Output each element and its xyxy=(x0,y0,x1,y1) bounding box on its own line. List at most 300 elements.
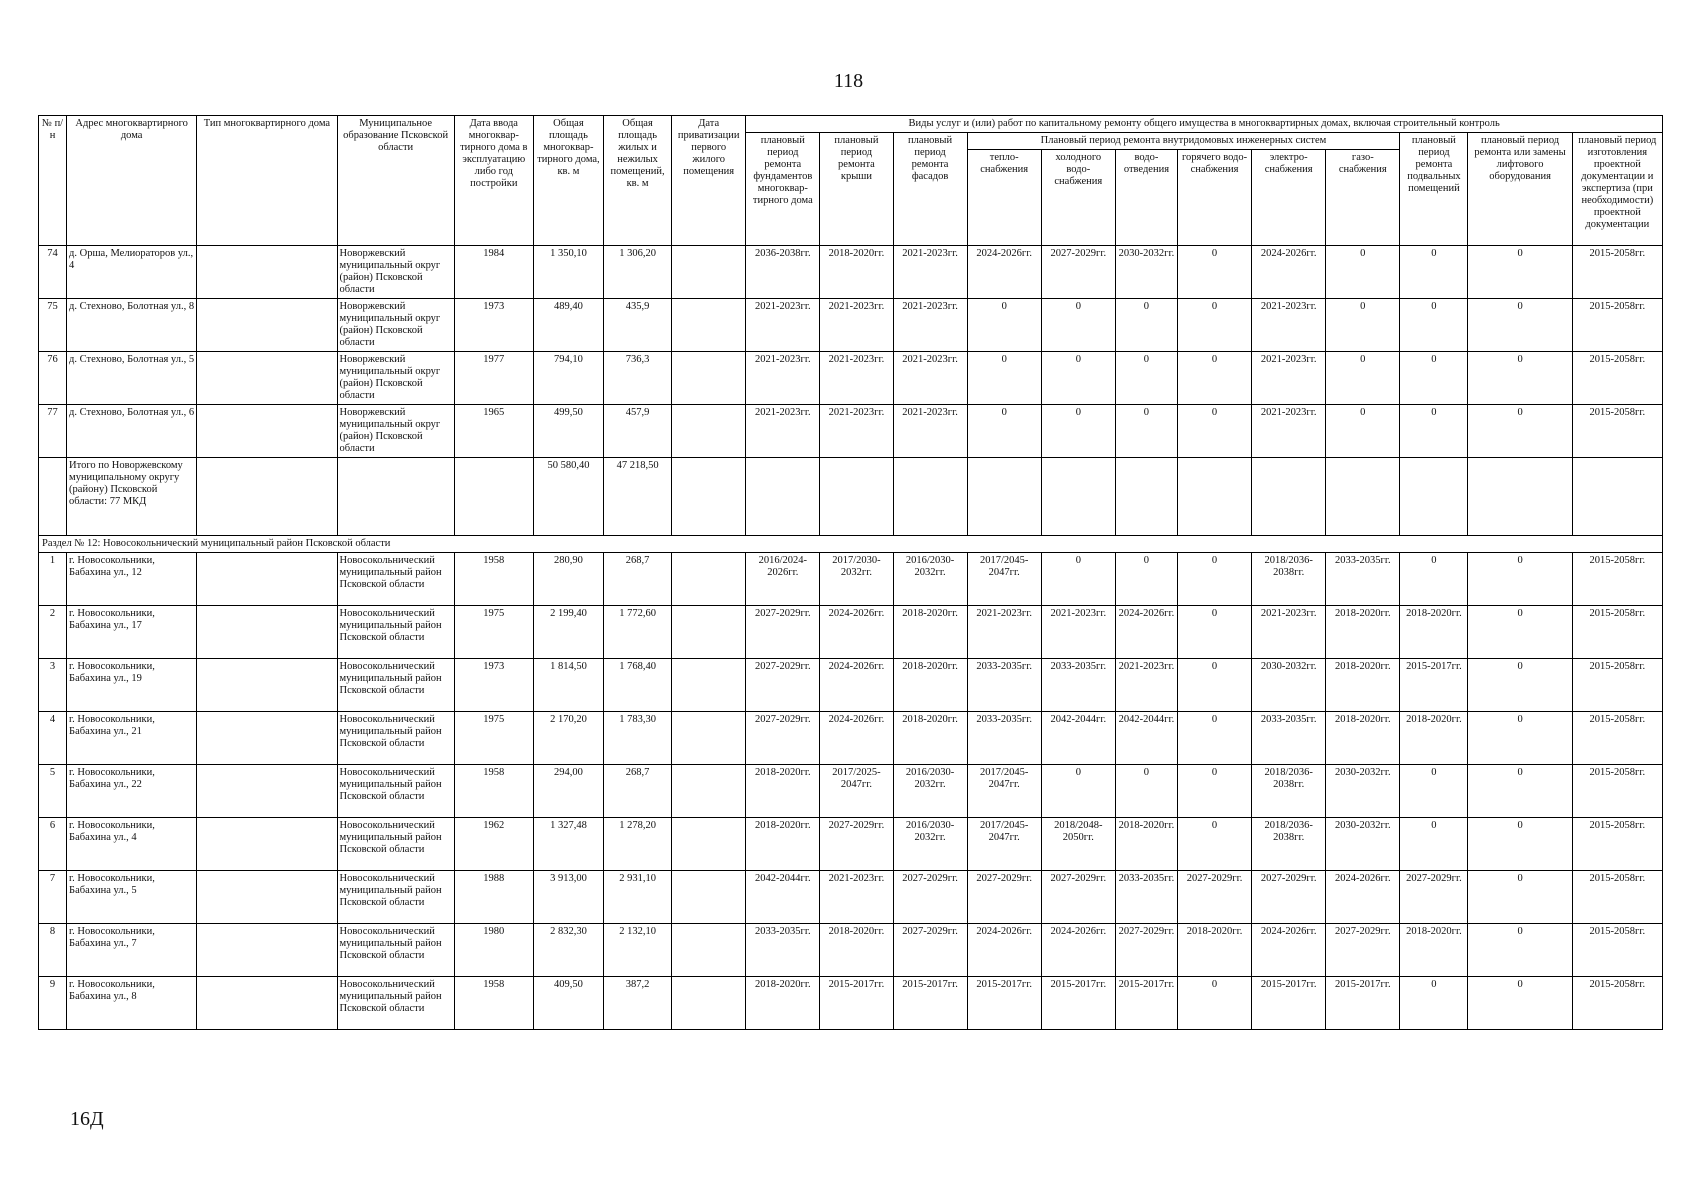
cell-roof-period: 2015-2017гг. xyxy=(820,977,893,1030)
cell-facade-period: 2016/2030-2032гг. xyxy=(893,818,967,871)
cell-municipality: Новосокольнический муниципальный район Псковской области xyxy=(337,818,454,871)
cell-drainage-period: 0 xyxy=(1115,352,1177,405)
cell-address: д. Орша, Мелиораторов ул., 4 xyxy=(67,246,197,299)
cell-municipality: Новосокольнический муниципальный район Псковской области xyxy=(337,659,454,712)
cell-basement-period: 0 xyxy=(1400,553,1468,606)
cell-row-number: 77 xyxy=(39,405,67,458)
header-type: Тип многоквартирного дома xyxy=(197,116,337,246)
cell-row-number: 7 xyxy=(39,871,67,924)
cell-area-total: 1 350,10 xyxy=(533,246,603,299)
cell-cold-water-period: 2033-2035гг. xyxy=(1041,659,1115,712)
cell-gas-period: 2027-2029гг. xyxy=(1326,924,1400,977)
cell-facade-period: 2027-2029гг. xyxy=(893,924,967,977)
cell-municipality: Новоржевский муниципальный округ (район) Псковской области xyxy=(337,299,454,352)
cell-house-type xyxy=(197,977,337,1030)
cell-lift-period: 0 xyxy=(1468,606,1572,659)
header-gas: газо-снабжения xyxy=(1326,150,1400,246)
cell-foundation-period: 2018-2020гг. xyxy=(746,818,820,871)
cell-gas-period: 2018-2020гг. xyxy=(1326,659,1400,712)
cell-area-living: 1 768,40 xyxy=(604,659,672,712)
cell-heating-period: 2033-2035гг. xyxy=(967,659,1041,712)
rows-group-novorzhev xyxy=(39,246,1663,458)
cell-area-total: 794,10 xyxy=(533,352,603,405)
cell-heating-period: 2021-2023гг. xyxy=(967,606,1041,659)
cell-basement-period: 0 xyxy=(1400,299,1468,352)
cell-lift-period: 0 xyxy=(1468,977,1572,1030)
cell-drainage-period: 2021-2023гг. xyxy=(1115,659,1177,712)
cell-drainage-period: 2018-2020гг. xyxy=(1115,818,1177,871)
cell-house-type xyxy=(197,606,337,659)
cell-area-total: 280,90 xyxy=(533,553,603,606)
cell-design-period: 2015-2058гг. xyxy=(1572,818,1662,871)
section-row xyxy=(39,536,1663,553)
header-heat: тепло-снабжения xyxy=(967,150,1041,246)
cell-roof-period: 2021-2023гг. xyxy=(820,352,893,405)
cell-cold-water-period: 0 xyxy=(1041,553,1115,606)
cell-area-total: 294,00 xyxy=(533,765,603,818)
cell-design-period: 2015-2058гг. xyxy=(1572,606,1662,659)
table-row xyxy=(39,246,1663,299)
cell-commission-date: 1958 xyxy=(454,553,533,606)
total-label: Итого по Новоржевскому муниципальному округу (району) Псковской области: 77 МКД xyxy=(67,458,197,536)
header-basement: плановый период ремонта подвальных помещений xyxy=(1400,133,1468,246)
cell-hot-water-period: 0 xyxy=(1177,977,1251,1030)
cell-facade-period: 2021-2023гг. xyxy=(893,299,967,352)
cell-heating-period: 0 xyxy=(967,405,1041,458)
cell-cold-water-period: 0 xyxy=(1041,765,1115,818)
cell-privatization-date xyxy=(672,405,746,458)
cell-address: г. Новосокольники, Бабахина ул., 8 xyxy=(67,977,197,1030)
cell-house-type xyxy=(197,553,337,606)
cell-municipality: Новосокольнический муниципальный район Псковской области xyxy=(337,977,454,1030)
capital-repair-table xyxy=(38,115,1663,1030)
cell-privatization-date xyxy=(672,246,746,299)
cell-lift-period: 0 xyxy=(1468,765,1572,818)
cell-foundation-period: 2036-2038гг. xyxy=(746,246,820,299)
cell-commission-date: 1984 xyxy=(454,246,533,299)
cell-commission-date: 1965 xyxy=(454,405,533,458)
header-municipality: Муниципальное образование Псковской области xyxy=(337,116,454,246)
cell-cold-water-period: 2021-2023гг. xyxy=(1041,606,1115,659)
cell-area-total: 2 170,20 xyxy=(533,712,603,765)
cell-electricity-period: 2027-2029гг. xyxy=(1252,871,1326,924)
cell-lift-period: 0 xyxy=(1468,818,1572,871)
cell-design-period: 2015-2058гг. xyxy=(1572,246,1662,299)
cell-foundation-period: 2027-2029гг. xyxy=(746,712,820,765)
cell-address: г. Новосокольники, Бабахина ул., 4 xyxy=(67,818,197,871)
cell-house-type xyxy=(197,818,337,871)
cell-lift-period: 0 xyxy=(1468,352,1572,405)
cell-row-number: 5 xyxy=(39,765,67,818)
cell-house-type xyxy=(197,871,337,924)
header-elec: электро-снабжения xyxy=(1252,150,1326,246)
cell-privatization-date xyxy=(672,765,746,818)
section-title: Раздел № 12: Новосокольнический муниципальный район Псковской области xyxy=(39,536,1663,553)
cell-facade-period: 2018-2020гг. xyxy=(893,606,967,659)
cell-privatization-date xyxy=(672,606,746,659)
table-row xyxy=(39,977,1663,1030)
header-roof: плановый период ремонта крыши xyxy=(820,133,893,246)
cell-row-number: 6 xyxy=(39,818,67,871)
cell-lift-period: 0 xyxy=(1468,659,1572,712)
table-row xyxy=(39,299,1663,352)
cell-hot-water-period: 0 xyxy=(1177,712,1251,765)
cell-hot-water-period: 0 xyxy=(1177,553,1251,606)
cell-gas-period: 0 xyxy=(1326,352,1400,405)
cell-facade-period: 2018-2020гг. xyxy=(893,659,967,712)
cell-municipality: Новосокольнический муниципальный район Псковской области xyxy=(337,765,454,818)
cell-heating-period: 2015-2017гг. xyxy=(967,977,1041,1030)
cell-basement-period: 0 xyxy=(1400,977,1468,1030)
cell-facade-period: 2016/2030-2032гг. xyxy=(893,553,967,606)
cell-house-type xyxy=(197,246,337,299)
cell-hot-water-period: 0 xyxy=(1177,246,1251,299)
cell-heating-period: 2024-2026гг. xyxy=(967,246,1041,299)
cell-address: д. Стехново, Болотная ул., 8 xyxy=(67,299,197,352)
cell-cold-water-period: 2027-2029гг. xyxy=(1041,871,1115,924)
cell-basement-period: 2015-2017гг. xyxy=(1400,659,1468,712)
cell-municipality: Новоржевский муниципальный округ (район) Псковской области xyxy=(337,405,454,458)
cell-privatization-date xyxy=(672,659,746,712)
cell-municipality: Новосокольнический муниципальный район Псковской области xyxy=(337,712,454,765)
header-privatization: Дата приватизации первого жилого помещения xyxy=(672,116,746,246)
cell-basement-period: 2018-2020гг. xyxy=(1400,606,1468,659)
cell-design-period: 2015-2058гг. xyxy=(1572,659,1662,712)
cell-address: д. Стехново, Болотная ул., 6 xyxy=(67,405,197,458)
cell-gas-period: 2024-2026гг. xyxy=(1326,871,1400,924)
cell-area-living: 1 278,20 xyxy=(604,818,672,871)
header-services-group: Виды услуг и (или) работ по капитальному ремонту общего имущества в многоквартирных домах, включая строительный контроль xyxy=(746,116,1663,133)
cell-foundation-period: 2021-2023гг. xyxy=(746,352,820,405)
cell-electricity-period: 2021-2023гг. xyxy=(1252,606,1326,659)
cell-area-living: 1 772,60 xyxy=(604,606,672,659)
cell-house-type xyxy=(197,712,337,765)
cell-electricity-period: 2015-2017гг. xyxy=(1252,977,1326,1030)
header-hot: горячего водо-снабжения xyxy=(1177,150,1251,246)
cell-commission-date: 1975 xyxy=(454,606,533,659)
table-row xyxy=(39,659,1663,712)
cell-gas-period: 0 xyxy=(1326,299,1400,352)
cell-foundation-period: 2018-2020гг. xyxy=(746,765,820,818)
cell-roof-period: 2017/2030-2032гг. xyxy=(820,553,893,606)
cell-electricity-period: 2021-2023гг. xyxy=(1252,352,1326,405)
cell-row-number: 4 xyxy=(39,712,67,765)
cell-area-living: 2 931,10 xyxy=(604,871,672,924)
cell-drainage-period: 2027-2029гг. xyxy=(1115,924,1177,977)
cell-area-total: 489,40 xyxy=(533,299,603,352)
cell-electricity-period: 2021-2023гг. xyxy=(1252,405,1326,458)
cell-cold-water-period: 2027-2029гг. xyxy=(1041,246,1115,299)
cell-area-living: 268,7 xyxy=(604,553,672,606)
cell-cold-water-period: 2042-2044гг. xyxy=(1041,712,1115,765)
cell-area-total: 2 199,40 xyxy=(533,606,603,659)
cell-foundation-period: 2042-2044гг. xyxy=(746,871,820,924)
cell-house-type xyxy=(197,659,337,712)
cell-municipality: Новосокольнический муниципальный район Псковской области xyxy=(337,553,454,606)
cell-foundation-period: 2016/2024-2026гг. xyxy=(746,553,820,606)
total-area-total: 50 580,40 xyxy=(533,458,603,536)
cell-hot-water-period: 0 xyxy=(1177,299,1251,352)
cell-gas-period: 2018-2020гг. xyxy=(1326,606,1400,659)
cell-cold-water-period: 2018/2048-2050гг. xyxy=(1041,818,1115,871)
cell-row-number: 74 xyxy=(39,246,67,299)
cell-design-period: 2015-2058гг. xyxy=(1572,712,1662,765)
cell-hot-water-period: 2027-2029гг. xyxy=(1177,871,1251,924)
cell-privatization-date xyxy=(672,818,746,871)
cell-roof-period: 2024-2026гг. xyxy=(820,606,893,659)
cell-area-living: 736,3 xyxy=(604,352,672,405)
cell-lift-period: 0 xyxy=(1468,553,1572,606)
cell-privatization-date xyxy=(672,924,746,977)
cell-lift-period: 0 xyxy=(1468,712,1572,765)
header-date: Дата ввода многоквар-тирного дома в эксплуатацию либо год постройки xyxy=(454,116,533,246)
cell-drainage-period: 2030-2032гг. xyxy=(1115,246,1177,299)
table-row xyxy=(39,924,1663,977)
cell-commission-date: 1962 xyxy=(454,818,533,871)
cell-address: г. Новосокольники, Бабахина ул., 12 xyxy=(67,553,197,606)
cell-design-period: 2015-2058гг. xyxy=(1572,405,1662,458)
cell-electricity-period: 2030-2032гг. xyxy=(1252,659,1326,712)
table-row xyxy=(39,712,1663,765)
cell-foundation-period: 2033-2035гг. xyxy=(746,924,820,977)
cell-row-number: 9 xyxy=(39,977,67,1030)
table-row xyxy=(39,606,1663,659)
cell-cold-water-period: 2024-2026гг. xyxy=(1041,924,1115,977)
cell-hot-water-period: 0 xyxy=(1177,765,1251,818)
cell-house-type xyxy=(197,405,337,458)
cell-gas-period: 2030-2032гг. xyxy=(1326,818,1400,871)
header-foundation: плановый период ремонта фундаментов многоквар-тирного дома xyxy=(746,133,820,246)
cell-commission-date: 1988 xyxy=(454,871,533,924)
cell-drainage-period: 2033-2035гг. xyxy=(1115,871,1177,924)
cell-address: г. Новосокольники, Бабахина ул., 7 xyxy=(67,924,197,977)
header-address: Адрес многоквартирного дома xyxy=(67,116,197,246)
cell-privatization-date xyxy=(672,352,746,405)
cell-design-period: 2015-2058гг. xyxy=(1572,299,1662,352)
header-row-1 xyxy=(39,116,1663,133)
header-lift: плановый период ремонта или замены лифтового оборудования xyxy=(1468,133,1572,246)
cell-roof-period: 2021-2023гг. xyxy=(820,871,893,924)
cell-lift-period: 0 xyxy=(1468,299,1572,352)
total-area-living: 47 218,50 xyxy=(604,458,672,536)
cell-heating-period: 2033-2035гг. xyxy=(967,712,1041,765)
cell-address: д. Стехново, Болотная ул., 5 xyxy=(67,352,197,405)
cell-address: г. Новосокольники, Бабахина ул., 22 xyxy=(67,765,197,818)
cell-row-number: 3 xyxy=(39,659,67,712)
cell-facade-period: 2018-2020гг. xyxy=(893,712,967,765)
cell-house-type xyxy=(197,299,337,352)
cell-municipality: Новоржевский муниципальный округ (район) Псковской области xyxy=(337,246,454,299)
cell-roof-period: 2021-2023гг. xyxy=(820,299,893,352)
cell-roof-period: 2017/2025-2047гг. xyxy=(820,765,893,818)
cell-hot-water-period: 2018-2020гг. xyxy=(1177,924,1251,977)
cell-electricity-period: 2033-2035гг. xyxy=(1252,712,1326,765)
header-area-total: Общая площадь многоквар-тирного дома, кв. м xyxy=(533,116,603,246)
cell-gas-period: 2033-2035гг. xyxy=(1326,553,1400,606)
cell-facade-period: 2021-2023гг. xyxy=(893,405,967,458)
cell-commission-date: 1980 xyxy=(454,924,533,977)
cell-privatization-date xyxy=(672,299,746,352)
table-row xyxy=(39,871,1663,924)
cell-roof-period: 2027-2029гг. xyxy=(820,818,893,871)
cell-drainage-period: 2015-2017гг. xyxy=(1115,977,1177,1030)
cell-gas-period: 2030-2032гг. xyxy=(1326,765,1400,818)
cell-area-living: 457,9 xyxy=(604,405,672,458)
cell-cold-water-period: 0 xyxy=(1041,352,1115,405)
header-facade: плановый период ремонта фасадов xyxy=(893,133,967,246)
cell-hot-water-period: 0 xyxy=(1177,818,1251,871)
cell-electricity-period: 2024-2026гг. xyxy=(1252,246,1326,299)
cell-electricity-period: 2021-2023гг. xyxy=(1252,299,1326,352)
total-group xyxy=(39,458,1663,553)
cell-basement-period: 2027-2029гг. xyxy=(1400,871,1468,924)
cell-heating-period: 2017/2045-2047гг. xyxy=(967,818,1041,871)
cell-commission-date: 1975 xyxy=(454,712,533,765)
cell-electricity-period: 2018/2036-2038гг. xyxy=(1252,818,1326,871)
cell-foundation-period: 2027-2029гг. xyxy=(746,606,820,659)
cell-hot-water-period: 0 xyxy=(1177,659,1251,712)
cell-foundation-period: 2018-2020гг. xyxy=(746,977,820,1030)
header-systems-group: Плановый период ремонта внутридомовых инженерных систем xyxy=(967,133,1400,150)
cell-cold-water-period: 0 xyxy=(1041,299,1115,352)
cell-heating-period: 2017/2045-2047гг. xyxy=(967,553,1041,606)
cell-roof-period: 2021-2023гг. xyxy=(820,405,893,458)
cell-electricity-period: 2018/2036-2038гг. xyxy=(1252,765,1326,818)
cell-area-total: 3 913,00 xyxy=(533,871,603,924)
cell-house-type xyxy=(197,352,337,405)
cell-heating-period: 2017/2045-2047гг. xyxy=(967,765,1041,818)
cell-heating-period: 0 xyxy=(967,352,1041,405)
cell-drainage-period: 0 xyxy=(1115,405,1177,458)
cell-roof-period: 2024-2026гг. xyxy=(820,712,893,765)
cell-area-total: 2 832,30 xyxy=(533,924,603,977)
table-row xyxy=(39,818,1663,871)
table-row xyxy=(39,553,1663,606)
cell-area-living: 387,2 xyxy=(604,977,672,1030)
cell-area-total: 499,50 xyxy=(533,405,603,458)
table-row xyxy=(39,352,1663,405)
cell-privatization-date xyxy=(672,712,746,765)
cell-house-type xyxy=(197,765,337,818)
cell-design-period: 2015-2058гг. xyxy=(1572,924,1662,977)
cell-gas-period: 2018-2020гг. xyxy=(1326,712,1400,765)
cell-foundation-period: 2021-2023гг. xyxy=(746,299,820,352)
cell-cold-water-period: 2015-2017гг. xyxy=(1041,977,1115,1030)
cell-row-number: 1 xyxy=(39,553,67,606)
cell-commission-date: 1958 xyxy=(454,977,533,1030)
cell-drainage-period: 0 xyxy=(1115,553,1177,606)
cell-area-living: 1 306,20 xyxy=(604,246,672,299)
table-row xyxy=(39,765,1663,818)
cell-area-total: 1 814,50 xyxy=(533,659,603,712)
cell-basement-period: 2018-2020гг. xyxy=(1400,924,1468,977)
cell-lift-period: 0 xyxy=(1468,405,1572,458)
rows-group-novosokolniki xyxy=(39,553,1663,1030)
cell-heating-period: 2024-2026гг. xyxy=(967,924,1041,977)
cell-row-number: 8 xyxy=(39,924,67,977)
cell-design-period: 2015-2058гг. xyxy=(1572,352,1662,405)
cell-electricity-period: 2024-2026гг. xyxy=(1252,924,1326,977)
cell-hot-water-period: 0 xyxy=(1177,352,1251,405)
cell-lift-period: 0 xyxy=(1468,871,1572,924)
cell-address: г. Новосокольники, Бабахина ул., 19 xyxy=(67,659,197,712)
cell-design-period: 2015-2058гг. xyxy=(1572,977,1662,1030)
cell-lift-period: 0 xyxy=(1468,924,1572,977)
table-row xyxy=(39,405,1663,458)
cell-gas-period: 0 xyxy=(1326,246,1400,299)
cell-area-living: 1 783,30 xyxy=(604,712,672,765)
cell-heating-period: 2027-2029гг. xyxy=(967,871,1041,924)
cell-roof-period: 2024-2026гг. xyxy=(820,659,893,712)
cell-design-period: 2015-2058гг. xyxy=(1572,871,1662,924)
cell-address: г. Новосокольники, Бабахина ул., 21 xyxy=(67,712,197,765)
cell-drainage-period: 2024-2026гг. xyxy=(1115,606,1177,659)
cell-municipality: Новосокольнический муниципальный район Псковской области xyxy=(337,606,454,659)
cell-roof-period: 2018-2020гг. xyxy=(820,924,893,977)
cell-basement-period: 0 xyxy=(1400,818,1468,871)
cell-row-number: 2 xyxy=(39,606,67,659)
cell-area-total: 409,50 xyxy=(533,977,603,1030)
cell-basement-period: 0 xyxy=(1400,405,1468,458)
cell-gas-period: 0 xyxy=(1326,405,1400,458)
cell-drainage-period: 2042-2044гг. xyxy=(1115,712,1177,765)
cell-facade-period: 2021-2023гг. xyxy=(893,246,967,299)
cell-address: г. Новосокольники, Бабахина ул., 17 xyxy=(67,606,197,659)
cell-basement-period: 0 xyxy=(1400,765,1468,818)
cell-basement-period: 2018-2020гг. xyxy=(1400,712,1468,765)
header-num: № п/н xyxy=(39,116,67,246)
cell-area-living: 268,7 xyxy=(604,765,672,818)
total-row xyxy=(39,458,1663,536)
cell-municipality: Новоржевский муниципальный округ (район) Псковской области xyxy=(337,352,454,405)
cell-heating-period: 0 xyxy=(967,299,1041,352)
cell-hot-water-period: 0 xyxy=(1177,405,1251,458)
cell-row-number: 75 xyxy=(39,299,67,352)
cell-design-period: 2015-2058гг. xyxy=(1572,765,1662,818)
cell-commission-date: 1973 xyxy=(454,659,533,712)
cell-foundation-period: 2027-2029гг. xyxy=(746,659,820,712)
cell-municipality: Новосокольнический муниципальный район Псковской области xyxy=(337,871,454,924)
header-design: плановый период изготовления проектной документации и экспертиза (при необходимости) проектной документации xyxy=(1572,133,1662,246)
cell-address: г. Новосокольники, Бабахина ул., 5 xyxy=(67,871,197,924)
cell-area-living: 2 132,10 xyxy=(604,924,672,977)
cell-basement-period: 0 xyxy=(1400,246,1468,299)
header-area-living: Общая площадь жилых и нежилых помещений, кв. м xyxy=(604,116,672,246)
cell-area-total: 1 327,48 xyxy=(533,818,603,871)
cell-row-number: 76 xyxy=(39,352,67,405)
header-cold: холодного водо-снабжения xyxy=(1041,150,1115,246)
cell-area-living: 435,9 xyxy=(604,299,672,352)
cell-privatization-date xyxy=(672,553,746,606)
cell-foundation-period: 2021-2023гг. xyxy=(746,405,820,458)
cell-electricity-period: 2018/2036-2038гг. xyxy=(1252,553,1326,606)
cell-commission-date: 1973 xyxy=(454,299,533,352)
cell-privatization-date xyxy=(672,977,746,1030)
cell-roof-period: 2018-2020гг. xyxy=(820,246,893,299)
cell-house-type xyxy=(197,924,337,977)
cell-facade-period: 2016/2030-2032гг. xyxy=(893,765,967,818)
cell-commission-date: 1958 xyxy=(454,765,533,818)
cell-facade-period: 2015-2017гг. xyxy=(893,977,967,1030)
cell-drainage-period: 0 xyxy=(1115,299,1177,352)
cell-facade-period: 2021-2023гг. xyxy=(893,352,967,405)
header-drain: водо-отведения xyxy=(1115,150,1177,246)
footer-mark: 16Д xyxy=(70,1108,104,1130)
cell-basement-period: 0 xyxy=(1400,352,1468,405)
cell-drainage-period: 0 xyxy=(1115,765,1177,818)
cell-lift-period: 0 xyxy=(1468,246,1572,299)
cell-cold-water-period: 0 xyxy=(1041,405,1115,458)
